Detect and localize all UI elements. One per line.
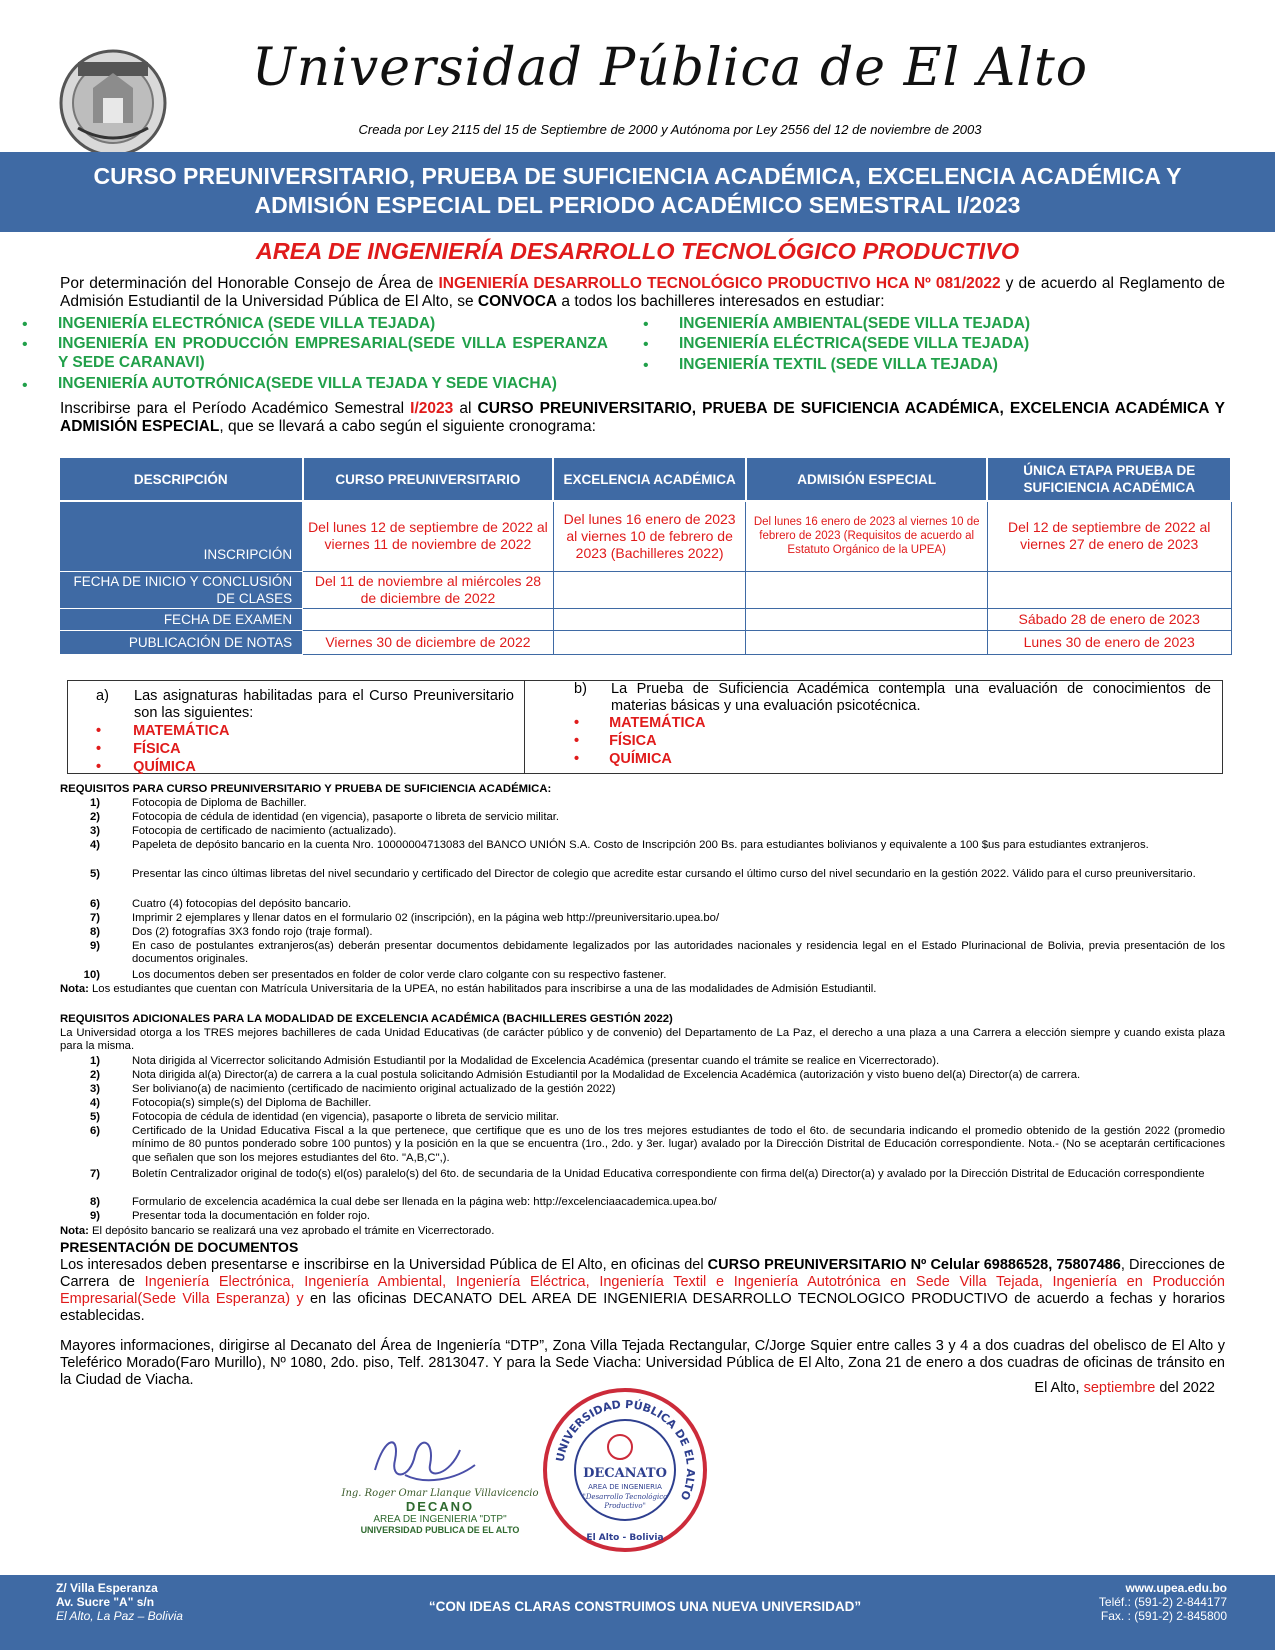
creation-law: Creada por Ley 2115 del 15 de Septiembre de 2000 y Autónoma por Ley 2556 del 12 de noviembre de 2003 — [358, 122, 982, 137]
signature-block — [340, 1488, 540, 1535]
row-label: INSCRIPCIÓN — [59, 501, 303, 571]
table-cell — [746, 630, 987, 654]
career-item: INGENIERÍA TEXTIL (SEDE VILLA TEJADA) — [679, 356, 998, 373]
date-text: El Alto, — [1034, 1380, 1084, 1396]
bullet-icon: • — [574, 715, 580, 731]
dean-area: AREA DE INGENIERIA "DTP" — [373, 1514, 507, 1525]
row-label: FECHA DE INICIO Y CONCLUSIÓN DE CLASES — [59, 571, 303, 608]
dean-university: UNIVERSIDAD PUBLICA DE EL ALTO — [360, 1525, 520, 1535]
subjects-b-list — [574, 714, 874, 768]
table-cell — [303, 608, 554, 630]
subject-item: QUÍMICA — [609, 751, 672, 767]
header-prueba-suficiencia: ÚNICA ETAPA PRUEBA DE SUFICIENCIA ACADÉMICA — [987, 457, 1231, 501]
table-cell: Del lunes 16 enero de 2023 al viernes 10 de febrero de 2023 (Bachilleres 2022) — [553, 501, 746, 571]
subjects-a-list — [96, 722, 396, 776]
table-cell — [746, 571, 987, 608]
table-cell: Sábado 28 de enero de 2023 — [987, 608, 1231, 630]
document-date — [1000, 1380, 1215, 1396]
footer-fax: Fax. : (591-2) 2-845800 — [1100, 1609, 1227, 1623]
presentation-title: PRESENTACIÓN DE DOCUMENTOS — [60, 1239, 299, 1255]
university-seal-logo — [58, 48, 168, 158]
header-description: DESCRIPCIÓN — [59, 457, 303, 501]
row-label: FECHA DE EXAMEN — [59, 608, 303, 630]
note-label: Nota: — [60, 1225, 89, 1237]
career-item: INGENIERÍA ELECTRÓNICA (SEDE VILLA TEJADA) — [58, 315, 436, 332]
inscription-paragraph — [60, 400, 1225, 436]
subject-item: QUÍMICA — [133, 759, 196, 775]
hca-resolution: INGENIERÍA DESARROLLO TECNOLÓGICO PRODUCTIVO HCA Nº 081/2022 — [438, 275, 1001, 292]
stamp-center-line: Productivo" — [604, 1502, 646, 1510]
bullet-icon: • — [643, 336, 649, 353]
subject-item: MATEMÁTICA — [609, 715, 706, 731]
table-cell: Del 11 de noviembre al miércoles 28 de diciembre de 2022 — [303, 571, 554, 608]
table-row — [59, 630, 1231, 654]
intro-text: a todos los bachilleres interesados en estudiar: — [557, 293, 885, 310]
bullet-icon: • — [22, 377, 28, 394]
intro-text: Por determinación del Honorable Consejo de Área de — [60, 275, 439, 292]
schedule-header-row — [59, 457, 1231, 501]
footer-address-line: El Alto, La Paz – Bolivia — [56, 1609, 183, 1623]
stamp-center-title: DECANATO — [583, 1466, 667, 1481]
announcement-banner — [0, 152, 1275, 232]
table-row — [59, 501, 1231, 571]
footer-contact — [1099, 1581, 1227, 1623]
excellence-requirements-list: 1) Nota dirigida al Vicerrector solicitando Admisión Estudiantil por la Modalidad de Excelencia Académica (presentar cuando el trámite se realice en Vicerrectorado). 2) Nota dirigida al(a) Director(a) de carrera a la cual postula solicitando Admisión Estudiantil por la Modalidad de Excelencia Académica (autorización y visto bueno del(a) Director(a) de carrera. 3) Ser boliviano(a) de nacimiento (certificado de nacimiento original actualizado de la gestión 2022) 4) Fotocopia(s) simple(s) del Diploma de Bachiller. 5) Fotocopia de cédula de identidad (en vigencia), pasaporte o libreta de servicio militar. 6) Certificado de la Unidad Educativa Fiscal a la que pertenece, que certifique que es uno de los tres mejores estudiantes de todo el 6to. de secundaria indicando el promedio obtenido de la gestión 2022 (promedio mínimo de 80 puntos ponderado sobre 100 puntos) y la posición en la que se encuentra (1ro., 2do. y 3er. lugar) avalado por la Dirección Distrital de Educación correspondiente. Nota.- (No se aceptarán certificaciones que señalen que son los mejores estudiantes del 6to. "A,B,C",). 7) Boletín Centralizador original de todo(s) el(os) paralelo(s) del 6to. de secundaria de la Unidad Educativa correspondiente con firma del(a) Director(a) y avalado por la Dirección Distrital de Educación correspondiente 8) Formulario de excelencia académica la cual debe ser llenada en la página web: http://excelenciaacademica.upea.bo/ 9) Presentar toda la documentación en folder rojo. — [89, 1055, 1225, 1222]
banner-line-1: CURSO PREUNIVERSITARIO, PRUEBA DE SUFICIENCIA ACADÉMICA, EXCELENCIA ACADÉMICA Y — [93, 163, 1182, 189]
preuniversitario-contact: CURSO PREUNIVERSITARIO Nº Celular 69886528, 75807486 — [707, 1257, 1121, 1273]
subjects-a-text: Las asignaturas habilitadas para el Curso Preuniversitario son las siguientes: — [134, 688, 514, 721]
bullet-icon: • — [22, 316, 28, 333]
row-label: PUBLICACIÓN DE NOTAS — [59, 630, 303, 654]
page-footer — [0, 1575, 1275, 1650]
table-cell — [987, 571, 1231, 608]
career-item: INGENIERÍA AUTOTRÓNICA(SEDE VILLA TEJADA Y SEDE VIACHA) — [58, 375, 557, 392]
stamp-center-line: "Desarrollo Tecnológico — [582, 1493, 668, 1501]
table-cell — [553, 608, 746, 630]
bullet-icon: • — [96, 741, 102, 757]
excellence-requirements-title: REQUISITOS ADICIONALES PARA LA MODALIDAD DE EXCELENCIA ACADÉMICA (BACHILLERES GESTIÓN 2022) — [60, 1013, 673, 1025]
excellence-intro: La Universidad otorga a los TRES mejores bachilleres de cada Unidad Educativas (de carácter público y de convenio) del Departamento de La Paz, el derecho a una plaza a una Carrera a elección siempre y cuando exista plaza para la misma. — [60, 1027, 1225, 1053]
subjects-b-marker: b) — [574, 681, 587, 697]
decanato-stamp — [540, 1385, 710, 1555]
footer-website: www.upea.edu.bo — [1125, 1581, 1227, 1595]
excellence-note — [60, 1225, 1225, 1238]
intro-paragraph — [60, 275, 1225, 311]
table-cell: Viernes 30 de diciembre de 2022 — [303, 630, 554, 654]
date-text: del 2022 — [1155, 1380, 1215, 1396]
note-text: El depósito bancario se realizará una vez aprobado el trámite en Vicerrectorado. — [88, 1225, 495, 1237]
subject-item: FÍSICA — [133, 741, 181, 757]
footer-address-line: Z/ Villa Esperanza — [56, 1581, 158, 1595]
date-month: septiembre — [1083, 1380, 1156, 1396]
modalities: CURSO PREUNIVERSITARIO, PRUEBA DE SUFICIENCIA ACADÉMICA, EXCELENCIA ACADÉMICA Y ADMISIÓN ESPECIAL — [60, 400, 1225, 435]
handwritten-signature — [365, 1430, 485, 1490]
footer-address-line: Av. Sucre "A" s/n — [56, 1595, 155, 1609]
stamp-ring-text: UNIVERSIDAD PÚBLICA DE EL ALTO — [553, 1397, 698, 1502]
inscribe-text: , que se llevará a cabo según el siguiente cronograma: — [219, 418, 596, 435]
subjects-b-text: La Prueba de Suficiencia Académica contempla una evaluación de conocimientos de materias básicas y una evaluación psicotécnica. — [611, 681, 1211, 714]
stamp-city: El Alto - Bolivia — [586, 1533, 664, 1543]
header-admision-especial: ADMISIÓN ESPECIAL — [746, 457, 987, 501]
dean-name: Ing. Roger Omar Llanque Villavicencio — [341, 1488, 539, 1499]
table-cell — [553, 571, 746, 608]
career-item: INGENIERÍA EN PRODUCCIÓN EMPRESARIAL(SEDE VILLA ESPERANZA Y SEDE CARANAVI) — [58, 335, 608, 371]
banner-line-2: ADMISIÓN ESPECIAL DEL PERIODO ACADÉMICO SEMESTRAL I/2023 — [254, 192, 1021, 218]
table-cell — [746, 608, 987, 630]
career-offices: Ingeniería Electrónica, Ingeniería Ambiental, Ingeniería Eléctrica, Ingeniería Textil e Ingeniería Autotrónica en Sede Villa Tejada, Ingeniería en Producción Empresarial(Sede Villa Esperanza) y — [60, 1274, 1226, 1307]
table-cell — [553, 630, 746, 654]
presentation-paragraph — [60, 1257, 1225, 1325]
dean-title: DECANO — [405, 1499, 475, 1514]
bullet-icon: • — [643, 357, 649, 374]
inscribe-text: al — [453, 400, 478, 417]
subjects-a-marker: a) — [96, 688, 109, 704]
inscribe-text: Inscribirse para el Período Académico Semestral — [60, 400, 411, 417]
footer-phone: Teléf.: (591-2) 2-844177 — [1098, 1595, 1227, 1609]
more-info-paragraph: Mayores informaciones, dirigirse al Decanato del Área de Ingeniería “DTP”, Zona Villa Tejada Rectangular, C/Jorge Squier entre calles 3 y 4 a dos cuadras del obelisco de El Alto y Teleférico Morado(Faro Murillo), Nº 1080, 2do. piso, Telf. 2813047. Y para la Sede Viacha: Universidad Pública de El Alto, Zona 21 de enero a dos cuadras de oficinas de tránsito en la Ciudad de Viacha. — [60, 1338, 1225, 1388]
note-label: Nota: — [60, 983, 89, 995]
requirements-list: 1) Fotocopia de Diploma de Bachiller. 2) Fotocopia de cédula de identidad (en vigencia), pasaporte o libreta de servicio militar. 3) Fotocopia de certificado de nacimiento (actualizado). 4) Papeleta de depósito bancario en la cuenta Nro. 10000004713083 del BANCO UNIÓN S.A. Costo de Inscripción 200 Bs. para estudiantes bolivianos y equivalente a 100 $us para estudiantes extranjeros. 5) Presentar las cinco últimas libretas del nivel secundario y certificado del Director de colegio que acredite estar cursando el último curso del nivel secundario en la gestión 2022. Válido para el curso preuniversitario. 6) Cuatro (4) fotocopias del depósito bancario. 7) Imprimir 2 ejemplares y llenar datos en el formulario 02 (inscripción), en la página web http://preuniversitario.upea.bo/ 8) Dos (2) fotografías 3X3 fondo rojo (traje formal). 9) En caso de postulantes extranjeros(as) deberán presentar documentos debidamente legalizados por las autoridades nacionales y residencia legal en el Estado Plurinacional de Bolivia, previa presentación de los documentos originales. 10) Los documentos deben ser presentados en folder de color verde claro colgante con su respectivo fastener. — [83, 797, 1225, 981]
career-item: INGENIERÍA AMBIENTAL(SEDE VILLA TEJADA) — [679, 315, 1031, 332]
requirements-note — [60, 983, 1225, 996]
footer-motto: “CON IDEAS CLARAS CONSTRUIMOS UNA NUEVA UNIVERSIDAD” — [428, 1599, 862, 1614]
presentation-text: en las oficinas DECANATO DEL AREA DE INGENIERIA DESARROLLO TECNOLOGICO PRODUCTIVO de acuerdo a fechas y horarios establecidas. — [60, 1291, 1225, 1324]
requirements-title: REQUISITOS PARA CURSO PREUNIVERSITARIO Y PRUEBA DE SUFICIENCIA ACADÉMICA: — [60, 783, 552, 795]
note-text: Los estudiantes que cuentan con Matrícula Universitaria de la UPEA, no están habilitados para inscribirse a una de las modalidades de Admisión Estudiantil. — [88, 983, 877, 995]
bullet-icon: • — [574, 751, 580, 767]
header-preuniversitario: CURSO PREUNIVERSITARIO — [303, 457, 554, 501]
area-title: AREA DE INGENIERÍA DESARROLLO TECNOLÓGICO PRODUCTIVO — [255, 238, 1020, 264]
subject-item: MATEMÁTICA — [133, 723, 230, 739]
intro-text: y de acuerdo al Reglamento de Admisión Estudiantil de la Universidad Pública de El Alto, se — [60, 275, 1225, 310]
table-cell: Del 12 de septiembre de 2022 al viernes 27 de enero de 2023 — [987, 501, 1231, 571]
table-cell: Lunes 30 de enero de 2023 — [987, 630, 1231, 654]
presentation-text: Los interesados deben presentarse e inscribirse en la Universidad Pública de El Alto, en oficinas del — [60, 1257, 708, 1273]
subjects-divider — [524, 680, 525, 774]
bullet-icon: • — [96, 759, 102, 775]
university-name: Universidad Pública de El Alto — [251, 38, 1089, 98]
schedule-table — [58, 456, 1232, 655]
table-cell: Del lunes 12 de septiembre de 2022 al viernes 11 de noviembre de 2022 — [303, 501, 554, 571]
bullet-icon: • — [96, 723, 102, 739]
subject-item: FÍSICA — [609, 733, 657, 749]
bullet-icon: • — [22, 336, 28, 353]
presentation-text: , Direcciones de Carrera de — [60, 1257, 1225, 1290]
bullet-icon: • — [574, 733, 580, 749]
table-row — [59, 608, 1231, 630]
convoca-word: CONVOCA — [477, 293, 558, 310]
bullet-icon: • — [643, 316, 649, 333]
table-cell: Del lunes 16 enero de 2023 al viernes 10 de febrero de 2023 (Requisitos de acuerdo al Estatuto Orgánico de la UPEA) — [746, 501, 987, 571]
footer-address — [56, 1581, 183, 1623]
table-row — [59, 571, 1231, 608]
stamp-center-line: AREA DE INGENIERIA — [588, 1483, 662, 1491]
header-excelencia: EXCELENCIA ACADÉMICA — [553, 457, 746, 501]
period-code: I/2023 — [410, 400, 454, 417]
career-item: INGENIERÍA ELÉCTRICA(SEDE VILLA TEJADA) — [679, 335, 1030, 352]
